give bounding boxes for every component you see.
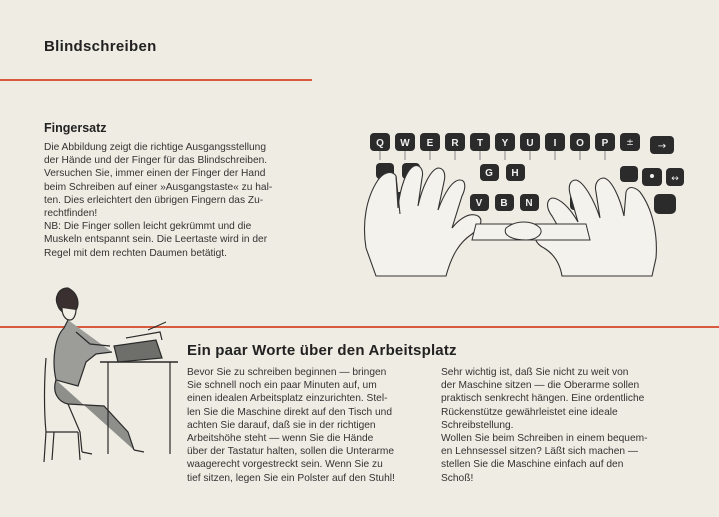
arbeitsplatz-column-2	[441, 366, 686, 485]
dot-icon	[650, 174, 654, 178]
text-line: der Hände und der Finger für das Blindschreiben.	[44, 155, 268, 167]
key	[495, 133, 515, 151]
text-line: Die Abbildung zeigt die richtige Ausgangsstellung	[44, 142, 267, 153]
text-line: einen idealen Arbeitsplatz einzurichten. Stel-	[187, 393, 388, 405]
key	[520, 194, 539, 211]
text-line: Regel mit dem rechten Daumen betätigt.	[44, 247, 227, 259]
section-title-arbeitsplatz: Ein paar Worte über den Arbeitsplatz	[187, 342, 457, 359]
key-label: T	[476, 138, 484, 149]
text-line: Muskeln entspannt sein. Die Leertaste wird in der	[44, 234, 268, 246]
key	[506, 164, 525, 181]
key	[595, 133, 615, 151]
arrow-left-right-icon: ↔	[671, 174, 679, 184]
arbeitsplatz-column-1	[187, 366, 431, 485]
text-line: Bevor Sie zu schreiben beginnen — bringen	[187, 367, 387, 378]
right-thumb	[505, 222, 541, 240]
key-label: N	[525, 198, 533, 209]
text-line: über der Tastatur halten, sollen die Unterarme	[187, 446, 395, 458]
key-label: O	[576, 138, 584, 149]
key	[520, 133, 540, 151]
fingersatz-paragraph	[44, 141, 316, 260]
keyboard-hands-illustration	[356, 128, 688, 278]
key-label: Y	[501, 138, 509, 149]
text-line: praktisch senkrecht hängen. Eine ordentliche	[441, 393, 645, 405]
key-label: V	[475, 198, 483, 209]
text-line: der Maschine sitzen — die Oberarme sollen	[441, 380, 640, 392]
key	[470, 133, 490, 151]
key	[570, 133, 590, 151]
key-label: Q	[376, 138, 384, 149]
key-label: G	[485, 168, 493, 179]
keyboard-row-1	[370, 133, 674, 154]
section-title-fingersatz: Fingersatz	[44, 121, 107, 135]
text-line: Sie schnell noch ein paar Minuten auf, um	[187, 380, 377, 392]
text-line: len Sie die Maschine direkt auf den Tisch und	[187, 406, 393, 418]
key	[470, 194, 489, 211]
key-label: I	[553, 138, 557, 149]
key	[395, 133, 415, 151]
arrow-right-icon: →	[657, 141, 667, 152]
plus-minus-icon: ±	[626, 138, 634, 148]
accent-rule-top	[0, 79, 312, 81]
key-label: H	[511, 168, 519, 179]
text-line: Versuchen Sie, immer einen der Finger der Hand	[44, 168, 266, 180]
text-line: beim Schreiben auf einer »Ausgangstaste« zu hal-	[44, 181, 273, 193]
text-line: Rückenstütze gewährleistet eine ideale	[441, 406, 618, 418]
text-line: ten. Dies erleichtert den übrigen Fingern das Zu-	[44, 194, 264, 206]
text-line: en Lehnsessel sitzen? Läßt sich machen —	[441, 446, 639, 458]
text-line: rechtfinden!	[44, 208, 98, 220]
key-label: E	[426, 138, 434, 149]
text-line: achten Sie darauf, daß sie in der richtigen	[187, 419, 376, 431]
type-lever-stems	[380, 151, 605, 160]
text-line: Schoß!	[441, 472, 474, 484]
key	[370, 133, 390, 151]
left-hand-icon	[365, 166, 481, 276]
text-line: NB: Die Finger sollen leicht gekrümmt und die	[44, 221, 252, 233]
key-label: B	[500, 198, 508, 209]
key	[495, 194, 514, 211]
text-line: Arbeitshöhe steht — wenn Sie die Hände	[187, 433, 374, 445]
text-line: stellen Sie die Maschine einfach auf den	[441, 459, 624, 471]
key	[545, 133, 565, 151]
key-label: R	[451, 138, 459, 149]
page-title: Blindschreiben	[44, 38, 157, 55]
key-label: P	[601, 138, 609, 149]
key	[445, 133, 465, 151]
text-line: Sehr wichtig ist, daß Sie nicht zu weit von	[441, 367, 629, 378]
key	[420, 133, 440, 151]
text-line: Schreibstellung.	[441, 419, 514, 431]
text-line: Wollen Sie beim Schreiben in einem bequem-	[441, 433, 648, 445]
text-line: tief sitzen, legen Sie ein Polster auf den Stuhl!	[187, 472, 395, 484]
key-label: U	[526, 138, 534, 149]
key	[480, 164, 499, 181]
woman-at-typewriter-illustration	[38, 282, 178, 472]
text-line: waagerecht vorgestreckt sein. Wenn Sie zu	[187, 459, 383, 471]
key-label: W	[400, 138, 410, 149]
